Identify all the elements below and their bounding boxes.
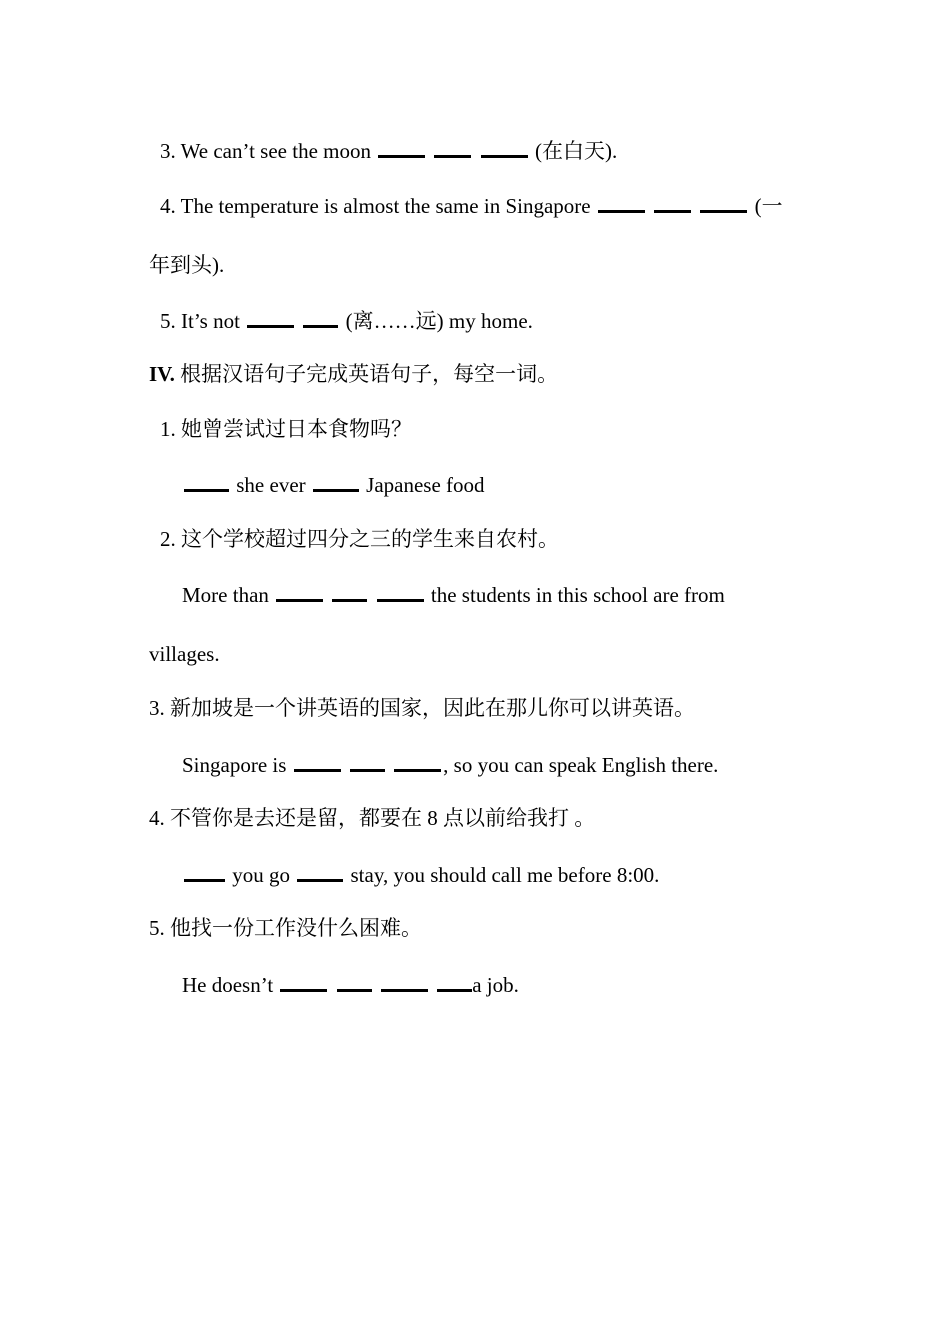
answer-blank[interactable] bbox=[350, 751, 385, 772]
item-5-chinese bbox=[149, 915, 422, 941]
answer-blank[interactable] bbox=[184, 861, 225, 882]
answer-blank[interactable] bbox=[280, 971, 327, 992]
answer-blank[interactable] bbox=[297, 861, 343, 882]
chinese-hint: (一 bbox=[754, 194, 783, 218]
question-number: 4. bbox=[160, 194, 176, 218]
item-3-english bbox=[182, 751, 718, 778]
answer-blank[interactable] bbox=[381, 971, 428, 992]
question-5-sentence bbox=[160, 307, 533, 334]
item-2-english bbox=[182, 581, 725, 608]
question-number: 5. bbox=[160, 309, 176, 333]
answer-blank[interactable] bbox=[377, 581, 424, 602]
answer-blank[interactable] bbox=[434, 137, 471, 158]
item-2-chinese bbox=[160, 526, 559, 552]
item-number: 5. bbox=[149, 916, 165, 940]
sentence-text: the students in this school are from bbox=[430, 583, 725, 607]
sentence-text: she ever bbox=[236, 473, 306, 497]
item-1-chinese bbox=[160, 416, 412, 442]
question-4-sentence bbox=[160, 192, 783, 219]
answer-blank[interactable] bbox=[184, 471, 229, 492]
sentence-text: , so you can speak English there. bbox=[443, 753, 719, 777]
sentence-text: The temperature is almost the same in Singapore bbox=[180, 194, 591, 218]
item-number: 4. bbox=[149, 806, 165, 830]
item-4-english bbox=[182, 861, 659, 888]
section-heading bbox=[149, 361, 558, 387]
sentence-text: It’s not bbox=[181, 309, 240, 333]
section-instructions: 根据汉语句子完成英语句子，每空一词。 bbox=[180, 362, 559, 386]
sentence-text: you go bbox=[232, 863, 290, 887]
sentence-text: stay, you should call me before 8:00. bbox=[350, 863, 660, 887]
item-5-english bbox=[182, 971, 519, 998]
question-4-continuation: 年到头). bbox=[149, 253, 225, 277]
question-3-sentence bbox=[160, 137, 617, 164]
answer-blank[interactable] bbox=[394, 751, 441, 772]
sentence-text: Singapore is bbox=[182, 753, 287, 777]
answer-blank[interactable] bbox=[337, 971, 372, 992]
answer-blank[interactable] bbox=[303, 307, 338, 328]
answer-blank[interactable] bbox=[294, 751, 341, 772]
chinese-hint: (在白天). bbox=[534, 139, 618, 163]
item-4-chinese bbox=[149, 805, 595, 831]
answer-blank[interactable] bbox=[700, 192, 747, 213]
answer-blank[interactable] bbox=[313, 471, 359, 492]
sentence-text: More than bbox=[182, 583, 269, 607]
answer-blank[interactable] bbox=[247, 307, 294, 328]
question-number: 3. bbox=[160, 139, 176, 163]
sentence-text: Japanese food bbox=[366, 473, 485, 497]
answer-blank[interactable] bbox=[481, 137, 528, 158]
answer-blank[interactable] bbox=[437, 971, 472, 992]
answer-blank[interactable] bbox=[598, 192, 645, 213]
item-3-chinese bbox=[149, 695, 695, 721]
chinese-sentence: 这个学校超过四分之三的学生来自农村。 bbox=[181, 527, 559, 551]
sentence-text: a job. bbox=[472, 973, 519, 997]
section-number: IV. bbox=[149, 362, 175, 386]
sentence-text: We can’t see the moon bbox=[180, 139, 371, 163]
answer-blank[interactable] bbox=[378, 137, 425, 158]
item-number: 2. bbox=[160, 527, 176, 551]
chinese-sentence: 她曾尝试过日本食物吗？ bbox=[181, 417, 412, 441]
answer-blank[interactable] bbox=[276, 581, 323, 602]
chinese-sentence: 新加坡是一个讲英语的国家，因此在那儿你可以讲英语。 bbox=[170, 696, 695, 720]
chinese-sentence: 他找一份工作没什么困难。 bbox=[170, 916, 422, 940]
chinese-hint: (离……远) my home. bbox=[345, 309, 533, 333]
answer-blank[interactable] bbox=[654, 192, 691, 213]
item-number: 3. bbox=[149, 696, 165, 720]
item-1-english bbox=[182, 471, 485, 498]
answer-blank[interactable] bbox=[332, 581, 367, 602]
item-number: 1. bbox=[160, 417, 176, 441]
chinese-sentence: 不管你是去还是留，都要在 8 点以前给我打 。 bbox=[170, 806, 596, 830]
sentence-text: He doesn’t bbox=[182, 973, 274, 997]
item-2-continuation: villages. bbox=[149, 642, 220, 666]
